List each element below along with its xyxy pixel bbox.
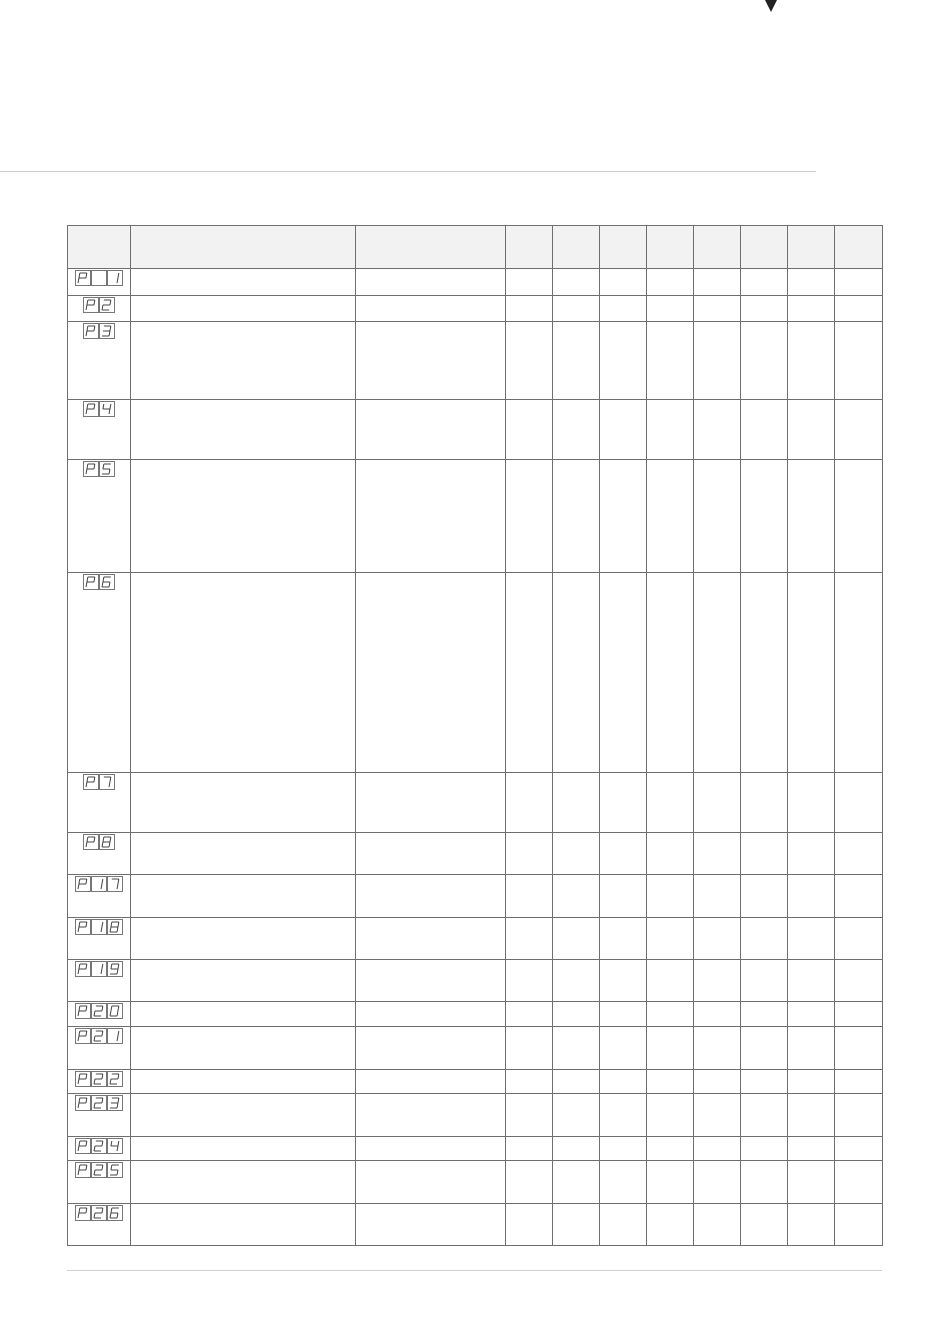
parameter-cell: [553, 1027, 600, 1070]
parameter-cell: [506, 1094, 553, 1137]
parameter-cell: [356, 1204, 506, 1246]
parameter-row: [68, 322, 883, 400]
header-cell-col11: [835, 226, 883, 269]
segment-digit-icon: [83, 574, 99, 590]
parameter-cell: [506, 1137, 553, 1161]
parameter-cell: [647, 269, 694, 296]
parameter-cell: [694, 833, 741, 875]
parameter-cell: [131, 1204, 356, 1246]
parameter-cell: [788, 1070, 835, 1094]
parameter-cell: [835, 773, 883, 833]
parameter-code-display: [75, 1205, 123, 1221]
parameter-code-display: [83, 574, 115, 590]
segment-digit-icon: [91, 919, 107, 935]
corner-marker: [765, 0, 777, 12]
parameter-code-display: [75, 1138, 123, 1154]
parameter-cell: [835, 1002, 883, 1027]
segment-digit-icon: [91, 961, 107, 977]
parameter-code-cell: [68, 875, 131, 918]
parameter-cell: [741, 1002, 788, 1027]
parameter-row: [68, 1070, 883, 1094]
parameter-cell: [131, 960, 356, 1002]
parameter-cell: [788, 1137, 835, 1161]
parameter-cell: [131, 1002, 356, 1027]
parameter-cell: [647, 875, 694, 918]
parameter-cell: [553, 918, 600, 960]
parameter-cell: [647, 1070, 694, 1094]
segment-digit-icon: [83, 323, 99, 339]
parameter-code-display: [83, 461, 115, 477]
parameter-row: [68, 296, 883, 322]
parameter-cell: [131, 918, 356, 960]
parameter-cell: [694, 573, 741, 773]
parameter-cell: [694, 960, 741, 1002]
parameter-cell: [647, 1027, 694, 1070]
parameter-cell: [694, 322, 741, 400]
parameter-cell: [131, 400, 356, 460]
segment-digit-icon: [75, 876, 91, 892]
parameter-row: [68, 1027, 883, 1070]
parameter-cell: [356, 1002, 506, 1027]
parameter-cell: [835, 1070, 883, 1094]
segment-digit-icon: [107, 876, 123, 892]
segment-digit-icon: [75, 1071, 91, 1087]
parameter-cell: [835, 1094, 883, 1137]
parameter-row: [68, 1094, 883, 1137]
parameter-cell: [788, 1204, 835, 1246]
parameter-code-display: [83, 323, 115, 339]
segment-digit-icon: [75, 1003, 91, 1019]
parameter-cell: [553, 960, 600, 1002]
parameter-cell: [506, 773, 553, 833]
parameter-code-display: [75, 919, 123, 935]
parameter-cell: [647, 296, 694, 322]
parameter-cell: [694, 1161, 741, 1204]
segment-digit-icon: [75, 270, 91, 286]
parameter-cell: [356, 1137, 506, 1161]
parameter-cell: [694, 1137, 741, 1161]
parameter-cell: [647, 460, 694, 573]
parameter-cell: [694, 400, 741, 460]
parameter-cell: [600, 269, 647, 296]
parameter-cell: [553, 1094, 600, 1137]
segment-digit-icon: [107, 1003, 123, 1019]
parameter-cell: [506, 1204, 553, 1246]
parameter-cell: [600, 1094, 647, 1137]
parameter-cell: [741, 460, 788, 573]
segment-digit-icon: [91, 1028, 107, 1044]
segment-digit-icon: [107, 1205, 123, 1221]
parameter-cell: [835, 1161, 883, 1204]
segment-digit-icon: [75, 1162, 91, 1178]
segment-digit-icon: [107, 270, 123, 286]
segment-digit-icon: [99, 774, 115, 790]
header-cell-code: [68, 226, 131, 269]
parameter-cell: [506, 1161, 553, 1204]
parameter-cell: [356, 400, 506, 460]
parameter-code-cell: [68, 773, 131, 833]
segment-digit-icon: [83, 774, 99, 790]
parameter-cell: [131, 1094, 356, 1137]
segment-digit-icon: [99, 834, 115, 850]
segment-digit-icon: [99, 297, 115, 313]
parameter-cell: [600, 460, 647, 573]
segment-digit-icon: [99, 574, 115, 590]
parameter-cell: [506, 460, 553, 573]
parameter-cell: [835, 1137, 883, 1161]
parameter-cell: [741, 1137, 788, 1161]
parameter-cell: [506, 875, 553, 918]
parameter-cell: [647, 1094, 694, 1137]
segment-digit-icon: [99, 461, 115, 477]
table-header-row: [68, 226, 883, 269]
parameter-code-display: [75, 961, 123, 977]
parameter-code-cell: [68, 1161, 131, 1204]
parameter-code-display: [83, 834, 115, 850]
parameter-cell: [600, 296, 647, 322]
parameter-cell: [553, 773, 600, 833]
parameter-code-cell: [68, 1002, 131, 1027]
parameter-cell: [741, 269, 788, 296]
segment-digit-icon: [75, 1138, 91, 1154]
parameter-cell: [835, 1204, 883, 1246]
parameter-cell: [356, 1027, 506, 1070]
parameter-cell: [131, 1137, 356, 1161]
parameter-cell: [600, 918, 647, 960]
parameter-cell: [694, 773, 741, 833]
segment-digit-icon: [99, 323, 115, 339]
parameter-code-display: [75, 876, 123, 892]
parameter-code-cell: [68, 296, 131, 322]
parameter-code-display: [83, 297, 115, 313]
segment-digit-icon: [107, 961, 123, 977]
parameter-cell: [788, 400, 835, 460]
parameter-row: [68, 400, 883, 460]
segment-digit-icon: [75, 961, 91, 977]
parameter-cell: [506, 1070, 553, 1094]
parameter-cell: [356, 460, 506, 573]
parameter-cell: [647, 833, 694, 875]
parameter-cell: [647, 322, 694, 400]
parameter-row: [68, 1204, 883, 1246]
parameter-row: [68, 573, 883, 773]
parameter-cell: [788, 460, 835, 573]
segment-digit-icon: [83, 834, 99, 850]
parameter-cell: [600, 773, 647, 833]
parameter-cell: [835, 1027, 883, 1070]
parameter-cell: [600, 400, 647, 460]
parameter-cell: [600, 960, 647, 1002]
parameter-cell: [553, 875, 600, 918]
parameter-cell: [788, 573, 835, 773]
segment-digit-icon: [83, 297, 99, 313]
parameter-cell: [788, 1161, 835, 1204]
parameter-cell: [647, 1002, 694, 1027]
parameter-row: [68, 833, 883, 875]
segment-digit-icon: [91, 1162, 107, 1178]
parameter-cell: [600, 1027, 647, 1070]
parameter-cell: [131, 1027, 356, 1070]
parameter-cell: [741, 960, 788, 1002]
header-cell-range: [356, 226, 506, 269]
parameter-cell: [741, 1204, 788, 1246]
parameter-cell: [647, 1137, 694, 1161]
parameter-row: [68, 773, 883, 833]
parameter-cell: [131, 460, 356, 573]
parameter-cell: [788, 1027, 835, 1070]
parameter-cell: [788, 1002, 835, 1027]
segment-digit-icon: [107, 1095, 123, 1111]
parameter-cell: [506, 269, 553, 296]
parameter-cell: [356, 875, 506, 918]
segment-digit-icon: [75, 919, 91, 935]
parameter-cell: [553, 1161, 600, 1204]
parameter-cell: [694, 460, 741, 573]
parameter-cell: [356, 773, 506, 833]
parameter-cell: [356, 1070, 506, 1094]
header-cell-col10: [788, 226, 835, 269]
segment-digit-icon: [99, 401, 115, 417]
parameter-cell: [694, 1070, 741, 1094]
parameter-code-display: [75, 1162, 123, 1178]
parameter-cell: [788, 1094, 835, 1137]
parameter-cell: [741, 400, 788, 460]
parameter-cell: [741, 296, 788, 322]
parameter-code-cell: [68, 1070, 131, 1094]
parameter-cell: [647, 773, 694, 833]
parameter-cell: [647, 400, 694, 460]
parameter-cell: [553, 1137, 600, 1161]
parameter-cell: [835, 322, 883, 400]
parameter-cell: [741, 573, 788, 773]
parameter-cell: [356, 1094, 506, 1137]
parameter-cell: [506, 573, 553, 773]
parameter-code-cell: [68, 1027, 131, 1070]
parameter-cell: [788, 269, 835, 296]
parameter-cell: [788, 918, 835, 960]
segment-digit-icon: [107, 919, 123, 935]
parameter-cell: [788, 960, 835, 1002]
parameter-cell: [131, 296, 356, 322]
parameter-row: [68, 1002, 883, 1027]
parameter-cell: [131, 1161, 356, 1204]
parameter-cell: [694, 1002, 741, 1027]
parameter-cell: [647, 918, 694, 960]
parameter-cell: [356, 322, 506, 400]
parameter-code-cell: [68, 400, 131, 460]
parameter-cell: [506, 1027, 553, 1070]
parameter-code-cell: [68, 322, 131, 400]
parameter-cell: [356, 1161, 506, 1204]
parameter-cell: [131, 573, 356, 773]
parameter-cell: [131, 269, 356, 296]
parameter-cell: [835, 833, 883, 875]
header-cell-col9: [741, 226, 788, 269]
parameter-cell: [506, 960, 553, 1002]
parameter-cell: [131, 322, 356, 400]
parameter-cell: [835, 400, 883, 460]
footer-rule: [67, 1270, 882, 1271]
parameter-cell: [835, 960, 883, 1002]
parameter-cell: [741, 833, 788, 875]
parameter-cell: [553, 296, 600, 322]
parameter-cell: [600, 875, 647, 918]
parameter-table: [67, 225, 883, 1246]
parameter-cell: [741, 773, 788, 833]
parameter-cell: [694, 269, 741, 296]
segment-digit-icon: [91, 270, 107, 286]
parameter-row: [68, 960, 883, 1002]
parameter-cell: [835, 573, 883, 773]
parameter-cell: [553, 269, 600, 296]
parameter-cell: [131, 1070, 356, 1094]
parameter-cell: [600, 1204, 647, 1246]
parameter-cell: [835, 460, 883, 573]
segment-digit-icon: [83, 461, 99, 477]
parameter-cell: [356, 960, 506, 1002]
parameter-code-cell: [68, 960, 131, 1002]
parameter-cell: [356, 918, 506, 960]
header-cell-col8: [694, 226, 741, 269]
parameter-cell: [356, 296, 506, 322]
header-cell-col6: [600, 226, 647, 269]
parameter-cell: [741, 322, 788, 400]
parameter-cell: [600, 1070, 647, 1094]
segment-digit-icon: [107, 1138, 123, 1154]
parameter-code-cell: [68, 833, 131, 875]
parameter-cell: [741, 875, 788, 918]
header-cell-col4: [506, 226, 553, 269]
parameter-cell: [741, 1094, 788, 1137]
parameter-cell: [600, 573, 647, 773]
segment-digit-icon: [91, 1138, 107, 1154]
parameter-cell: [694, 296, 741, 322]
segment-digit-icon: [91, 1071, 107, 1087]
segment-digit-icon: [91, 876, 107, 892]
parameter-code-cell: [68, 1094, 131, 1137]
segment-digit-icon: [75, 1205, 91, 1221]
parameter-row: [68, 1161, 883, 1204]
parameter-cell: [647, 573, 694, 773]
parameter-code-cell: [68, 460, 131, 573]
parameter-cell: [788, 322, 835, 400]
header-cell-col5: [553, 226, 600, 269]
parameter-cell: [553, 1002, 600, 1027]
parameter-cell: [506, 400, 553, 460]
parameter-cell: [600, 1137, 647, 1161]
parameter-cell: [835, 296, 883, 322]
parameter-code-cell: [68, 918, 131, 960]
segment-digit-icon: [83, 401, 99, 417]
parameter-cell: [553, 1070, 600, 1094]
segment-digit-icon: [107, 1028, 123, 1044]
parameter-cell: [356, 833, 506, 875]
segment-digit-icon: [91, 1205, 107, 1221]
parameter-cell: [506, 1002, 553, 1027]
segment-digit-icon: [107, 1162, 123, 1178]
parameter-cell: [647, 1161, 694, 1204]
header-cell-description: [131, 226, 356, 269]
parameter-cell: [788, 773, 835, 833]
parameter-code-display: [75, 1095, 123, 1111]
parameter-code-display: [75, 1028, 123, 1044]
parameter-cell: [131, 875, 356, 918]
parameter-code-cell: [68, 1204, 131, 1246]
parameter-cell: [553, 1204, 600, 1246]
parameter-cell: [694, 918, 741, 960]
parameter-row: [68, 875, 883, 918]
parameter-cell: [741, 1070, 788, 1094]
parameter-cell: [506, 322, 553, 400]
segment-digit-icon: [75, 1028, 91, 1044]
parameter-row: [68, 269, 883, 296]
parameter-cell: [600, 1161, 647, 1204]
parameter-cell: [835, 875, 883, 918]
parameter-code-cell: [68, 1137, 131, 1161]
parameter-row: [68, 918, 883, 960]
parameter-code-display: [83, 401, 115, 417]
parameter-cell: [741, 1161, 788, 1204]
parameter-cell: [741, 918, 788, 960]
header-cell-col7: [647, 226, 694, 269]
parameter-cell: [788, 296, 835, 322]
parameter-code-display: [75, 270, 123, 286]
parameter-cell: [694, 1027, 741, 1070]
parameter-code-cell: [68, 573, 131, 773]
parameter-cell: [600, 1002, 647, 1027]
parameter-cell: [356, 269, 506, 296]
segment-digit-icon: [91, 1095, 107, 1111]
parameter-code-display: [75, 1003, 123, 1019]
parameter-code-cell: [68, 269, 131, 296]
segment-digit-icon: [107, 1071, 123, 1087]
parameter-cell: [506, 833, 553, 875]
parameter-cell: [788, 875, 835, 918]
header-rule: [0, 171, 816, 172]
parameter-cell: [553, 460, 600, 573]
parameter-cell: [506, 918, 553, 960]
parameter-code-display: [83, 774, 115, 790]
parameter-cell: [835, 269, 883, 296]
parameter-cell: [788, 833, 835, 875]
parameter-cell: [131, 773, 356, 833]
parameter-cell: [600, 322, 647, 400]
parameter-cell: [835, 918, 883, 960]
parameter-cell: [553, 322, 600, 400]
parameter-row: [68, 1137, 883, 1161]
parameter-cell: [647, 960, 694, 1002]
parameter-cell: [647, 1204, 694, 1246]
parameter-code-display: [75, 1071, 123, 1087]
parameter-cell: [553, 573, 600, 773]
parameter-cell: [694, 1094, 741, 1137]
parameter-cell: [356, 573, 506, 773]
parameter-row: [68, 460, 883, 573]
parameter-cell: [741, 1027, 788, 1070]
parameter-cell: [506, 296, 553, 322]
parameter-cell: [694, 1204, 741, 1246]
parameter-cell: [553, 400, 600, 460]
parameter-cell: [694, 875, 741, 918]
parameter-cell: [553, 833, 600, 875]
segment-digit-icon: [91, 1003, 107, 1019]
parameter-cell: [131, 833, 356, 875]
segment-digit-icon: [75, 1095, 91, 1111]
parameter-cell: [600, 833, 647, 875]
